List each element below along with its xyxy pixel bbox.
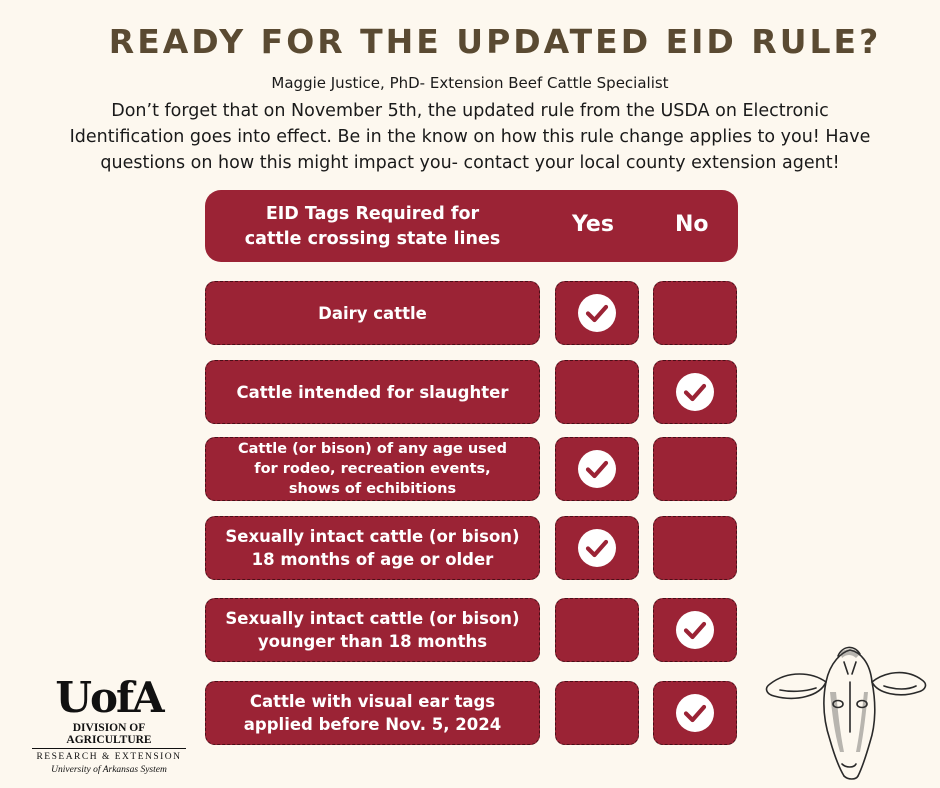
row-label (205, 281, 540, 345)
uofa-logo (28, 673, 190, 776)
page-title: READY FOR THE UPDATED EID RULE? (108, 22, 882, 61)
no-cell (653, 437, 737, 501)
table-row (0, 437, 940, 503)
no-cell (653, 598, 737, 662)
yes-cell (555, 598, 639, 662)
table-row (0, 360, 940, 426)
no-cell (653, 281, 737, 345)
row-label-line: Dairy cattle (318, 303, 427, 323)
row-label-line: Sexually intact cattle (or bison) (225, 609, 520, 628)
table-header (205, 190, 738, 262)
no-cell (653, 516, 737, 580)
no-column-header: No (675, 212, 709, 237)
logo-system: University of Arkansas System (51, 765, 167, 775)
table-header-line: EID Tags Required for (265, 204, 480, 224)
yes-column-header: Yes (572, 212, 614, 237)
logo-mark: UofA (55, 673, 163, 722)
row-label (205, 360, 540, 424)
author-line: Maggie Justice, PhD- Extension Beef Cattle Specialist (271, 74, 669, 92)
row-label-line: Cattle (or bison) of any age used (237, 441, 507, 457)
cow-head-illustration (760, 632, 932, 782)
logo-research: RESEARCH & EXTENSION (36, 752, 182, 762)
row-label (205, 681, 540, 745)
row-label-line: Cattle with visual ear tags (249, 692, 496, 711)
logo-division: DIVISION OF AGRICULTURE (32, 722, 186, 749)
row-label (205, 598, 540, 662)
row-label (205, 437, 540, 501)
check-icon (577, 293, 617, 333)
table-header-label (205, 202, 540, 252)
yes-cell (555, 516, 639, 580)
table-header-line: cattle crossing state lines (244, 229, 501, 249)
intro-line: Identification goes into effect. Be in the know on how this rule change applies to you! Have (69, 127, 871, 147)
no-cell (653, 681, 737, 745)
row-label-line: applied before Nov. 5, 2024 (243, 715, 502, 734)
row-label-line: Sexually intact cattle (or bison) (225, 527, 520, 546)
row-label-line: shows of echibitions (288, 481, 457, 497)
table-row (0, 281, 940, 347)
yes-cell (555, 681, 639, 745)
yes-cell (555, 437, 639, 501)
intro-line: Don’t forget that on November 5th, the updated rule from the USDA on Electronic (111, 101, 829, 121)
check-icon (675, 372, 715, 412)
row-label-line: 18 months of age or older (251, 550, 494, 569)
table-row (0, 516, 940, 582)
intro-paragraph (30, 98, 910, 176)
intro-line: questions on how this might impact you- contact your local county extension agent! (100, 153, 840, 173)
no-cell (653, 360, 737, 424)
yes-cell (555, 281, 639, 345)
check-icon (577, 528, 617, 568)
check-icon (675, 610, 715, 650)
row-label-line: younger than 18 months (257, 632, 488, 651)
check-icon (577, 449, 617, 489)
row-label-line: for rodeo, recreation events, (254, 461, 491, 477)
row-label-line: Cattle intended for slaughter (236, 382, 509, 402)
row-label (205, 516, 540, 580)
yes-cell (555, 360, 639, 424)
check-icon (675, 693, 715, 733)
